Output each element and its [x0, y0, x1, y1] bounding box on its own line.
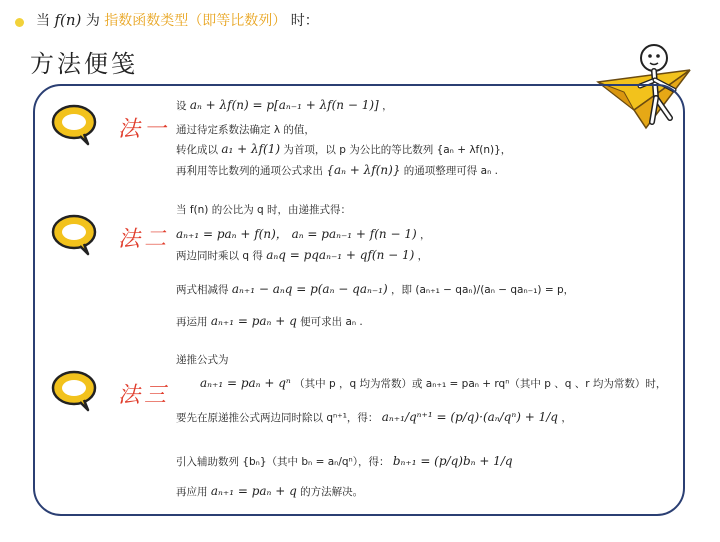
- method-3-line-5: [176, 484, 363, 499]
- line-text: 递推公式为: [176, 354, 229, 366]
- line-text: 转化成以: [176, 144, 218, 156]
- line-text: 两式相减得: [176, 284, 229, 296]
- line-after: ，即 (aₙ₊₁ − qaₙ)/(aₙ − qaₙ₋₁) = p，: [391, 284, 575, 296]
- method-2-label: 法二: [118, 227, 171, 252]
- line-text: 要先在原递推公式两边同时除以 qⁿ⁺¹，得：: [176, 412, 379, 424]
- line-after: 便可求出 aₙ .: [300, 316, 363, 328]
- method-2-line-1: [176, 202, 351, 217]
- method-2-line-4: [176, 282, 574, 297]
- header-line: [36, 10, 319, 30]
- method-1-line-2: [176, 122, 315, 137]
- header-prefix: 当: [36, 13, 50, 29]
- speech-bubble-icon: [50, 212, 98, 256]
- speech-bubble-icon: [50, 102, 98, 146]
- method-1-line-4: [176, 163, 498, 178]
- method-3-line-1: [176, 352, 229, 367]
- method-2-line-3: [176, 248, 428, 263]
- line-text: 再应用: [176, 486, 208, 498]
- line-math: a₁ + λf(1): [221, 142, 281, 156]
- line-math: aₙ₊₁ = paₙ + qⁿ: [200, 376, 291, 390]
- line-text: 通过待定系数法确定 λ 的值，: [176, 124, 315, 136]
- line-after: 为首项，以 p 为公比的等比数列 {aₙ + λf(n)}，: [283, 144, 512, 156]
- method-3-label: 法三: [118, 383, 171, 408]
- line-after: 的通项整理可得 aₙ .: [403, 165, 498, 177]
- line-math: {aₙ + λf(n)}: [326, 163, 401, 177]
- line-text: 设: [176, 100, 187, 112]
- line-math: aₙ₊₁ = paₙ + q: [210, 484, 297, 498]
- method-3-line-2: [200, 376, 666, 391]
- line-after: ，: [382, 100, 393, 112]
- line-math: aₙq = pqaₙ₋₁ + qf(n − 1): [266, 248, 415, 262]
- line-text: 引入辅助数列 {bₙ}（其中 bₙ = aₙ/qⁿ），得：: [176, 456, 390, 468]
- method-2-line-5: [176, 314, 363, 329]
- method-1-line-1: [176, 98, 393, 113]
- line-math: aₙ + λf(n) = p[aₙ₋₁ + λf(n − 1)]: [189, 98, 379, 112]
- section-title: 方法便笺: [30, 50, 138, 78]
- line-after: 的方法解决。: [300, 486, 364, 498]
- line-after: （其中 p ，q 均为常数）或 aₙ₊₁ = paₙ + rqⁿ（其中 p 、q 、r 均为常数）时，: [294, 378, 667, 390]
- header-bullet: [15, 18, 24, 27]
- line-math: aₙ₊₁ = paₙ + f(n)， aₙ = paₙ₋₁ + f(n − 1): [176, 227, 417, 241]
- method-3-line-3: [176, 410, 572, 425]
- method-1-label: 法一: [118, 117, 171, 142]
- line-after: ，: [420, 229, 431, 241]
- header-highlight: 指数函数类型（即等比数列）: [104, 13, 287, 29]
- line-after: ，: [417, 250, 429, 262]
- line-text: 再利用等比数列的通项公式求出: [176, 165, 323, 177]
- line-after: ，: [561, 412, 572, 424]
- line-text: 两边同时乘以 q 得: [176, 250, 263, 262]
- line-math: aₙ₊₁ − aₙq = p(aₙ − qaₙ₋₁): [231, 282, 388, 296]
- method-1-line-3: [176, 142, 511, 157]
- header-math: f(n): [54, 11, 82, 29]
- method-3-line-4: [176, 454, 513, 469]
- line-math: bₙ₊₁ = (p/q)bₙ + 1/q: [392, 454, 513, 468]
- line-math: aₙ₊₁/qⁿ⁺¹ = (p/q)·(aₙ/qⁿ) + 1/q: [381, 410, 558, 424]
- line-math: aₙ₊₁ = paₙ + q: [210, 314, 297, 328]
- speech-bubble-icon: [50, 368, 98, 412]
- line-text: 再运用: [176, 316, 208, 328]
- header-middle: 为: [85, 13, 100, 29]
- header-suffix: 时：: [290, 13, 319, 29]
- line-text: 当 f(n) 的公比为 q 时，由递推式得：: [176, 204, 352, 216]
- method-2-line-2: [176, 225, 431, 242]
